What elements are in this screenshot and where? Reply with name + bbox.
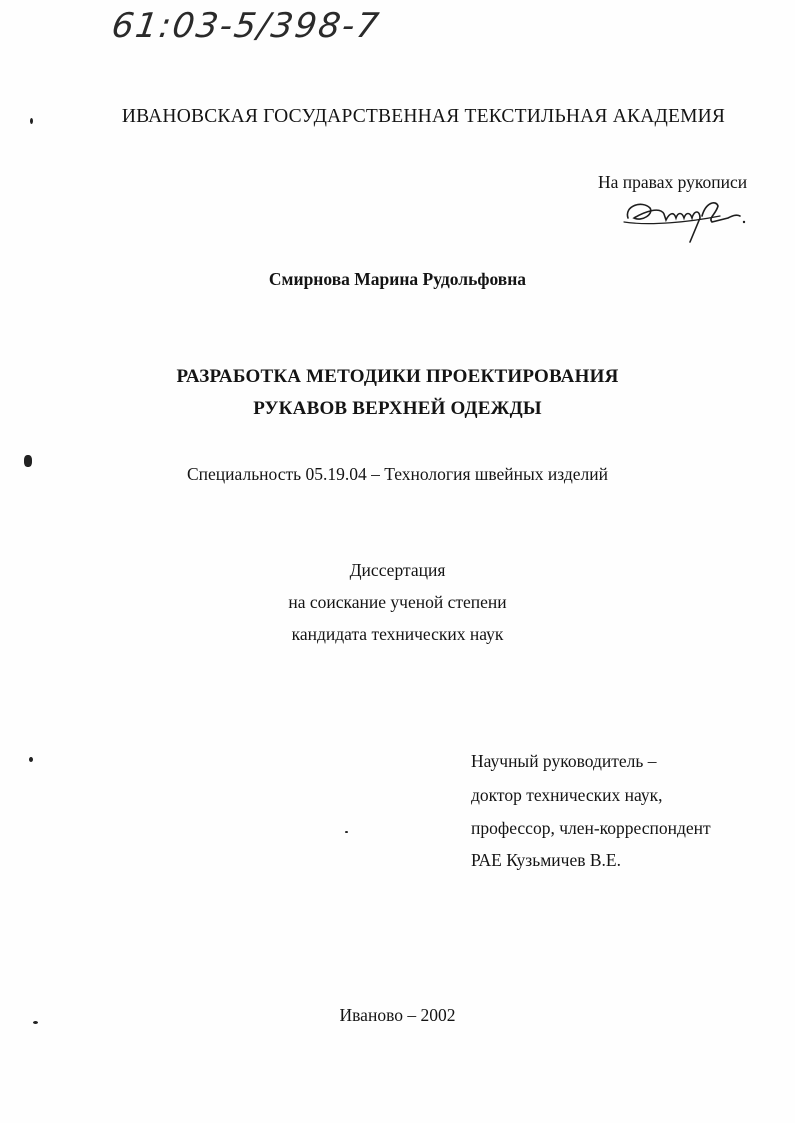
advisor-line-2: доктор технических наук, bbox=[471, 785, 663, 805]
city-year: Иваново – 2002 bbox=[339, 1005, 456, 1025]
handwritten-catalog-number: 61:03-5/398-7 bbox=[109, 6, 383, 46]
dissertation-line-2: на соискание ученой степени bbox=[288, 592, 507, 612]
dissertation-line-3: кандидата технических наук bbox=[291, 624, 504, 644]
scan-speck bbox=[345, 831, 348, 833]
scan-speck bbox=[33, 1021, 38, 1024]
advisor-line-4: РАЕ Кузьмичев В.Е. bbox=[471, 850, 621, 870]
scan-speck bbox=[29, 757, 33, 762]
advisor-line-1: Научный руководитель – bbox=[471, 751, 657, 771]
dissertation-line-1: Диссертация bbox=[349, 560, 446, 580]
thesis-title-line-2: РУКАВОВ ВЕРХНЕЙ ОДЕЖДЫ bbox=[253, 398, 542, 419]
author-name: Смирнова Марина Рудольфовна bbox=[268, 269, 527, 289]
signature-icon bbox=[620, 192, 750, 244]
scan-speck bbox=[24, 455, 32, 467]
manuscript-note: На правах рукописи bbox=[598, 172, 748, 192]
scan-speck bbox=[30, 118, 33, 124]
thesis-title-line-1: РАЗРАБОТКА МЕТОДИКИ ПРОЕКТИРОВАНИЯ bbox=[176, 366, 619, 387]
specialty: Специальность 05.19.04 – Технология швейных изделий bbox=[187, 464, 608, 484]
academy-name: ИВАНОВСКАЯ ГОСУДАРСТВЕННАЯ ТЕКСТИЛЬНАЯ АКАДЕМИЯ bbox=[121, 106, 726, 127]
advisor-line-3: профессор, член-корреспондент bbox=[471, 818, 711, 838]
